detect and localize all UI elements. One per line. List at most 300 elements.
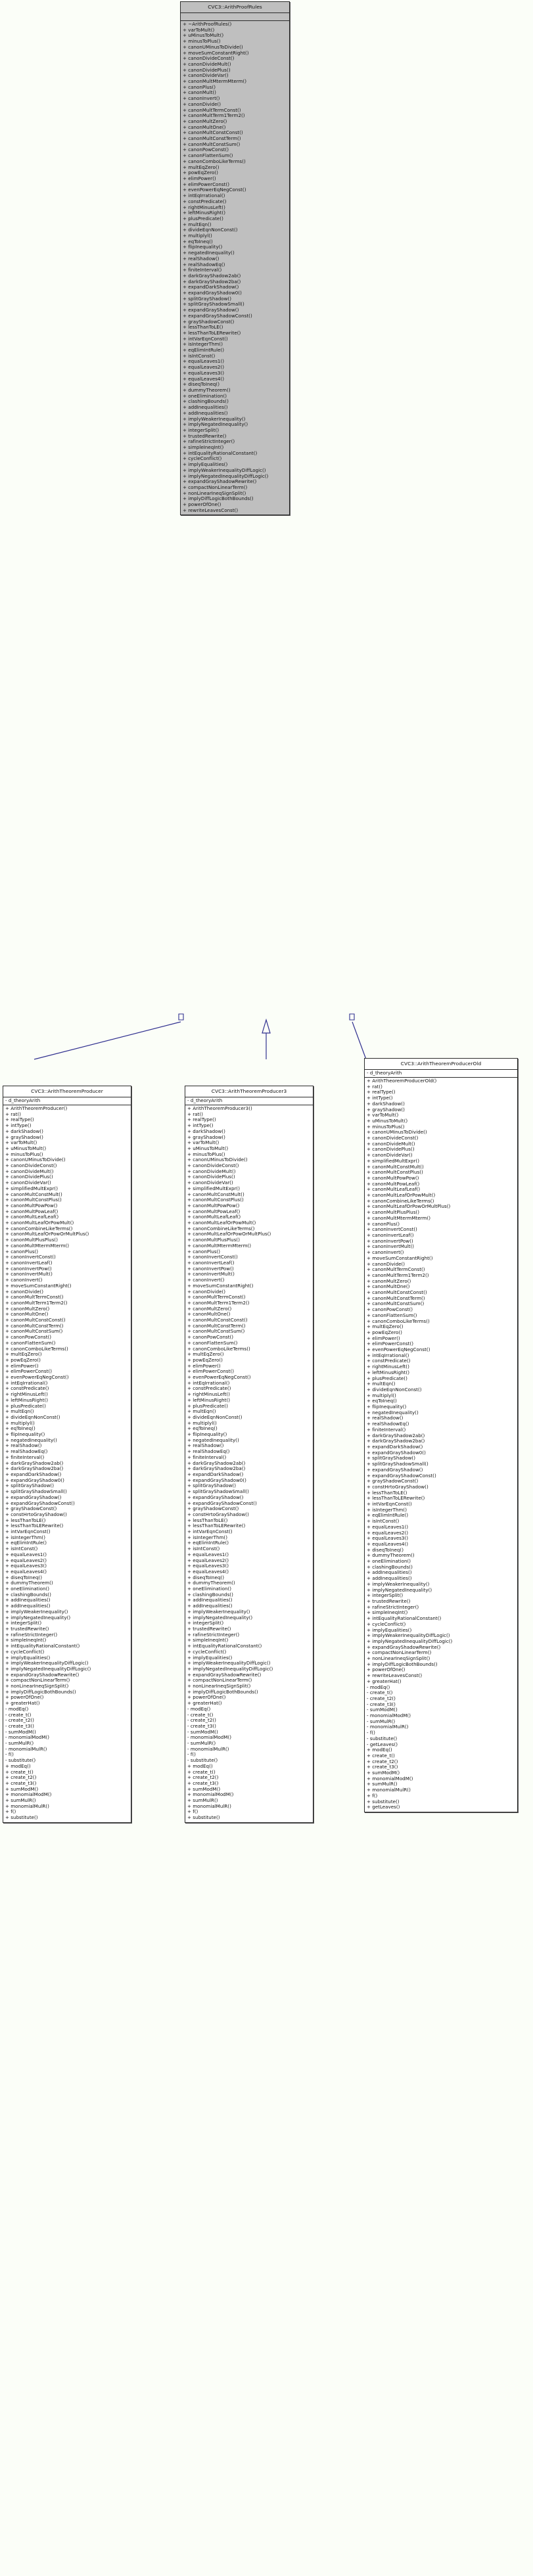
class-member: + evenPowerEqNegConst() [5, 1375, 69, 1381]
class-member: + canonMultConstTerm() [183, 136, 241, 142]
class-member: - modEq() [187, 1706, 211, 1712]
class-member: + canonMultZero() [5, 1306, 50, 1312]
class-member: + canonDivideVar() [5, 1180, 51, 1186]
class-member: + lessThanToLE() [5, 1517, 46, 1523]
class-member: + implyWeakerInequalityDiffLogic() [5, 1661, 89, 1667]
class-member: + canonDivideMult() [367, 1141, 415, 1147]
class-member: + elimPowerConst() [5, 1369, 53, 1375]
class-member: + powEqZero() [183, 170, 218, 176]
class-member: - monomialMulR() [5, 1746, 47, 1752]
class-member: + divideEqnNonConst() [367, 1387, 422, 1392]
class-member: + multiplyl() [187, 1420, 217, 1426]
class-member: + canonDividePlus() [367, 1147, 415, 1153]
class-member: + splitGrayShadow() [367, 1456, 415, 1461]
class-member: + varToMult() [183, 27, 215, 33]
class-member: + darkGrayShadow2ba() [367, 1438, 425, 1444]
class-member: + lessThanToLERewrite() [367, 1496, 425, 1502]
class-member: + isIntegerThm() [367, 1507, 407, 1513]
class-member: + canonMultOne() [5, 1312, 49, 1318]
class-member: + oneElimination() [5, 1586, 50, 1592]
class-member: - sumModM() [367, 1707, 398, 1713]
class-member: + canonFlattenSum() [183, 153, 233, 159]
class-member: + dummyTheorem() [187, 1580, 235, 1586]
class-member: + canonDivideMult() [187, 1168, 236, 1174]
class-member: + integerSplit() [5, 1621, 42, 1626]
class-member: + canonInvertLeaf() [367, 1232, 414, 1238]
class-member: + monomialModM() [187, 1792, 234, 1798]
class-member: + canonMultConstMult() [187, 1191, 244, 1197]
class-member: + intVarEqnConst() [367, 1502, 412, 1507]
class-member: - d_theoryArith [5, 1098, 41, 1103]
class-member: + elimPowerConst() [187, 1369, 235, 1375]
class-member: + canonMultConstPlus() [5, 1197, 62, 1203]
class-member: + diseqToIneq() [187, 1575, 224, 1580]
class-member: + canonInvertConst() [5, 1254, 56, 1260]
class-member: + implyNegatedInequality() [367, 1587, 432, 1593]
class-member: + expandGrayShadowRewrite() [183, 479, 257, 485]
class-member: + canonMultZero() [367, 1278, 411, 1284]
class-member: - f() [187, 1752, 196, 1758]
class-member: + canonDividePlus() [183, 67, 231, 73]
class-member: + cycleConflict() [187, 1649, 227, 1655]
class-member: + canonMultConstConst() [5, 1318, 66, 1323]
class-member: + intType() [187, 1123, 214, 1129]
class-member: + plusPredicate() [367, 1375, 407, 1381]
class-member: + canonInvert() [183, 96, 220, 102]
class-member: + uMinusToMult() [187, 1145, 229, 1151]
class-member: + nonLinearIneqSignSplit() [187, 1684, 251, 1690]
class-member: + canonInvertPow() [5, 1266, 52, 1272]
class-box-derived-0[interactable] [3, 1086, 131, 1823]
class-member: + implyNegatedInequalityDiffLogic() [367, 1638, 453, 1644]
class-member: + expandDarkShadow() [367, 1444, 423, 1450]
class-member: + intVarEqnConst() [183, 336, 228, 342]
class-member: + expandGrayShadowRewrite() [367, 1644, 441, 1650]
class-member: - getLeaves() [367, 1741, 398, 1747]
class-member: + splitGrayShadow() [183, 296, 231, 302]
class-member: + powEqZero() [367, 1329, 402, 1335]
class-member: - sumModM() [187, 1729, 218, 1735]
class-member: + canonMultOne() [367, 1284, 410, 1290]
class-member: + canonCombineLikeTerms() [367, 1198, 434, 1204]
class-member: + clashingBounds() [187, 1592, 233, 1598]
class-member: + canonFlattenSum() [367, 1312, 417, 1318]
class-member: + rat() [187, 1111, 203, 1117]
class-member: + cycleConflict() [183, 456, 222, 462]
class-member: + flipInequality() [187, 1432, 227, 1438]
class-member: + implyNegatedInequality() [187, 1615, 253, 1621]
class-member: + grayShadowConst() [187, 1506, 239, 1512]
class-member: + canonComboLikeTerms() [183, 158, 246, 164]
class-member: - f() [367, 1730, 375, 1736]
class-member: + rafineStrictInteger() [187, 1632, 240, 1638]
class-member: + lessThanToLERewrite() [187, 1523, 246, 1529]
class-member: + leftMinusRight() [183, 210, 226, 216]
class-member: - create_t2() [187, 1718, 216, 1724]
class-member: + trustedRewrite() [367, 1598, 411, 1604]
class-member: + eqElimIntRule() [183, 348, 225, 354]
class-member: + intEqIrrational() [367, 1352, 409, 1358]
class-member: + canonMultPowPow() [5, 1203, 58, 1208]
class-member: + canonInvertPow() [367, 1238, 413, 1244]
class-member: + canonInvertLeaf() [5, 1260, 53, 1266]
class-title: CVC3::ArithTheoremProducer [3, 1086, 131, 1097]
class-member: + expandGrayShadow0() [187, 1477, 246, 1483]
class-member: + expandGrayShadow0() [183, 290, 242, 296]
class-member: + create_t3() [5, 1780, 37, 1786]
class-member: + moveSumConstantRight() [187, 1283, 254, 1289]
class-member: + intEqIrrational() [5, 1380, 48, 1386]
class-member: + canonFlattenSum() [187, 1340, 238, 1346]
class-member: + canonDivideVar() [183, 73, 229, 79]
class-member: + implyWeakerInequality() [5, 1609, 68, 1615]
class-member: + eqElimIntRule() [187, 1540, 229, 1546]
class-member: + intEqualityRationalConstant() [5, 1644, 80, 1649]
class-member: + canonDivideConst() [5, 1163, 57, 1169]
class-member: + oneElimination() [183, 393, 227, 399]
class-member: + oneElimination() [367, 1559, 411, 1565]
class-member: + canonMultConstMult() [5, 1191, 62, 1197]
class-member: + expandGrayShadow() [187, 1494, 244, 1500]
class-member: + equalLeaves2() [187, 1557, 229, 1563]
class-member: + canonMultOne() [183, 124, 226, 130]
class-member: - sumMulR() [367, 1718, 396, 1724]
class-member: + canonUMinusToDivide() [5, 1157, 66, 1163]
class-operations [3, 1105, 131, 1822]
class-member: + canonMultConstTerm() [5, 1323, 64, 1329]
class-member: + grayShadow() [367, 1107, 405, 1113]
class-member: + canonMultConstConst() [187, 1318, 248, 1323]
class-member: + canonComboLikeTerms() [367, 1318, 430, 1324]
class-member: + constPredicate() [187, 1386, 231, 1392]
class-member: + ~ArithProofRules() [183, 22, 232, 27]
class-member: + implyEqualities() [183, 462, 228, 468]
class-member: + compactNonLinearTerm() [183, 484, 248, 490]
class-member: + equalLeaves3() [187, 1563, 229, 1569]
class-attributes [185, 1097, 313, 1105]
class-member: + canonMultPlusPlus() [367, 1210, 419, 1216]
class-member: + expandGrayShadowConst() [183, 313, 252, 319]
class-member: + moveSumConstantRight() [5, 1283, 72, 1289]
class-member: - f() [5, 1752, 14, 1758]
class-operations [181, 21, 289, 515]
class-member: + realShadow() [5, 1443, 42, 1449]
class-member: + f() [367, 1793, 378, 1799]
class-member: + canonPowConst() [367, 1307, 413, 1313]
class-member: + minusToPlus() [367, 1124, 405, 1130]
class-member: + implyWeakerInequality() [183, 416, 246, 422]
class-member: + darkGrayShadow2ab() [187, 1460, 246, 1466]
class-member: + powerOfOne() [5, 1695, 44, 1701]
class-member: + implyWeakerInequalityDiffLogic() [183, 467, 266, 473]
class-member: + canonInvertMult() [367, 1244, 414, 1250]
class-member: + equalLeaves4() [5, 1569, 47, 1575]
class-member: + uMinusToMult() [183, 33, 224, 39]
class-member: + dummyTheorem() [5, 1580, 53, 1586]
class-box-derived-1[interactable] [185, 1086, 313, 1823]
class-member: + grayShadowConst() [183, 319, 235, 325]
class-member: + negatedInequality() [183, 250, 235, 256]
class-member: + implyNegatedInequalityDiffLogic() [5, 1666, 91, 1672]
class-member: + simplifiedMultExpr() [367, 1158, 419, 1164]
class-member: + equalLeaves2() [183, 365, 225, 371]
class-member: + monomialMulR() [5, 1803, 49, 1809]
class-member: + addInequalities() [187, 1603, 233, 1609]
class-member: + splitGrayShadowSmall() [5, 1489, 67, 1495]
class-member: + grayShadowConst() [367, 1479, 419, 1484]
class-member: + canonDivide() [5, 1289, 44, 1295]
class-member: + multiplyl() [183, 233, 212, 239]
class-member: + lessThanToLERewrite() [183, 330, 241, 336]
class-member: + create_t2() [367, 1759, 398, 1764]
class-member: + diseqToIneq() [367, 1547, 404, 1553]
class-member: - monomialModM() [5, 1735, 50, 1741]
class-member: + canonDivideConst() [183, 56, 235, 62]
class-member: + canonMultConstMult() [367, 1164, 424, 1170]
class-member: + plusPredicate() [187, 1403, 228, 1409]
class-member: + trustedRewrite() [183, 433, 227, 439]
class-member: + monomialMulR() [187, 1803, 231, 1809]
class-member: + nonLinearIneqSignSplit() [183, 490, 246, 496]
class-member: + multEqn() [187, 1409, 216, 1415]
class-member: + rightMinusLeft() [187, 1392, 230, 1398]
class-member: - sumModM() [5, 1729, 36, 1735]
class-member: + canonMultConstSum() [367, 1301, 425, 1307]
class-member: + rewriteLeavesConst() [367, 1673, 423, 1679]
class-member: + constPredicate() [367, 1358, 411, 1364]
class-member: + canonUMinusToDivide() [367, 1130, 427, 1136]
class-member: + constPredicate() [183, 198, 227, 204]
class-member: + canonPlus() [367, 1221, 400, 1227]
class-member: + multEqZero() [187, 1352, 224, 1358]
class-member: + integerSplit() [367, 1593, 404, 1599]
class-member: + rightMinusLeft() [367, 1364, 409, 1370]
class-member: + canonMultPowPow() [367, 1175, 419, 1181]
class-member: + evenPowerEqNegConst() [183, 187, 246, 193]
class-member: + darkGrayShadow2ba() [187, 1466, 246, 1472]
class-member: + addInequalities() [5, 1598, 51, 1603]
class-member: + implyEqualities() [187, 1655, 233, 1661]
class-member: + expandDarkShadow() [5, 1472, 62, 1477]
class-member: + rafineStrictInteger() [367, 1604, 419, 1610]
class-member: + eqToIneq() [183, 239, 213, 244]
class-member: + expandGrayShadowRewrite() [187, 1672, 262, 1678]
class-member: + eqToIneq() [367, 1398, 397, 1404]
class-member: + canonDividePlus() [5, 1174, 53, 1180]
class-attributes [3, 1097, 131, 1105]
class-member: + negatedInequality() [187, 1437, 239, 1443]
class-member: - create_t3() [5, 1723, 34, 1729]
class-member: + equalLeaves3() [5, 1563, 47, 1569]
class-member: + elimPower() [367, 1335, 400, 1341]
class-member: + constHrtoGrayShadow() [187, 1511, 249, 1517]
class-member: + canonPlus() [5, 1249, 39, 1254]
class-member: + canonInvertPow() [187, 1266, 234, 1272]
class-member: + create_t3() [187, 1780, 219, 1786]
class-member: + canonPowConst() [5, 1335, 52, 1341]
class-member: + varToMult() [5, 1140, 37, 1146]
class-member: + canonMult() [183, 90, 216, 96]
class-member: + powEqZero() [5, 1357, 41, 1363]
class-member: + simplifiedMultExpr() [187, 1185, 240, 1191]
class-member: + f() [5, 1809, 16, 1815]
class-member: + dummyTheorem() [367, 1553, 415, 1559]
class-member: + canonPowConst() [187, 1335, 234, 1341]
class-member: + expandGrayShadow0() [5, 1477, 64, 1483]
class-member: + compactNonLinearTerm() [187, 1678, 252, 1684]
class-member: + negatedInequality() [367, 1410, 419, 1415]
class-member: + monomialMulR() [367, 1787, 411, 1793]
class-member: + expandGrayShadow() [5, 1494, 62, 1500]
class-member: + canonPowConst() [183, 147, 229, 153]
class-member: + equalLeaves3() [183, 370, 225, 376]
class-member: + implyEqualities() [5, 1655, 51, 1661]
class-member: + evenPowerEqNegConst() [367, 1347, 430, 1353]
class-member: + simpleIneqInt() [5, 1638, 47, 1644]
class-member: + nonLinearIneqSignSplit() [367, 1656, 430, 1662]
class-member: + canonMultTermConst() [5, 1295, 64, 1300]
class-member: + canonMultLeafOrPowMult() [187, 1220, 256, 1226]
class-member: + powerOfOne() [183, 502, 221, 508]
class-member: + canonCombineLikeTerms() [187, 1226, 255, 1231]
class-member: + equalLeaves2() [5, 1557, 47, 1563]
class-member: + canonInvert() [187, 1277, 225, 1283]
class-member: + equalLeaves1() [5, 1552, 47, 1557]
class-member: + create_t2() [5, 1775, 37, 1781]
class-member: + canonInvertConst() [367, 1227, 417, 1233]
class-member: + canonDivideConst() [187, 1163, 239, 1169]
class-member: + darkShadow() [187, 1128, 225, 1134]
class-member: + canonDivideMult() [5, 1168, 54, 1174]
class-member: + finiteInterval() [187, 1454, 227, 1460]
class-member: + modEq() [5, 1763, 31, 1769]
class-member: + darkGrayShadow2ab() [5, 1460, 64, 1466]
class-member: + canonPlus() [187, 1249, 221, 1254]
class-member: + canonMultMtermMterm() [5, 1243, 70, 1249]
class-member: - create_t() [5, 1712, 32, 1718]
class-member: + canonPlus() [183, 84, 216, 90]
class-member: + equalLeaves1() [367, 1524, 409, 1530]
class-title: CVC3::ArithTheoremProducerOld [365, 1059, 517, 1070]
class-member: + implyDiffLogicBothBounds() [183, 496, 254, 502]
class-member: + expandGrayShadowConst() [367, 1473, 436, 1479]
class-member: + rightMinusLeft() [183, 204, 225, 210]
class-member: + grayShadow() [5, 1134, 43, 1140]
class-member: + expandGrayShadow() [183, 308, 239, 313]
class-member: + canonInvertMult() [5, 1272, 53, 1277]
class-member: + canonMultLeafOrPowOrMultPlus() [367, 1204, 451, 1210]
class-member: + canonMultMtermMterm() [367, 1215, 431, 1221]
class-member: + canonDivideMult() [183, 61, 231, 67]
class-member: + create_t3() [367, 1764, 398, 1770]
class-member: + canonMultConstConst() [183, 130, 243, 136]
class-member: - create_t3() [367, 1701, 396, 1707]
class-member: + rat() [367, 1084, 382, 1090]
class-member: + addInequalities() [183, 405, 228, 411]
class-member: + eqElimIntRule() [5, 1540, 47, 1546]
class-member: + isIntegerThm() [183, 342, 223, 348]
class-member: + expandGrayShadowRewrite() [5, 1672, 80, 1678]
class-member: + isIntConst() [183, 353, 216, 359]
class-member: + implyDiffLogicBothBounds() [5, 1689, 76, 1695]
class-member: + equalLeaves3() [367, 1536, 409, 1542]
class-member: + canonMultPowLeaf() [187, 1208, 241, 1214]
class-member: + canonUMinusToDivide() [183, 44, 243, 50]
class-member: + canonMultLeafOrPowOrMultPlus() [5, 1231, 89, 1237]
class-member: - create_t2() [367, 1695, 396, 1701]
class-member: + lessThanToLE() [367, 1490, 407, 1496]
class-member: + intType() [5, 1123, 32, 1129]
class-member: + canonDivide() [183, 101, 221, 107]
class-member: + realType() [367, 1090, 396, 1095]
class-member: + canonMultTermConst() [367, 1267, 425, 1273]
class-member: + powerOfOne() [187, 1695, 226, 1701]
class-member: + expandGrayShadow() [367, 1467, 423, 1473]
class-member: + plusPredicate() [183, 216, 223, 221]
class-member: + dummyTheorem() [183, 388, 231, 393]
class-member: + canonInvert() [5, 1277, 43, 1283]
class-member: + canonDivideVar() [367, 1153, 413, 1159]
class-member: + create_t() [367, 1753, 395, 1759]
class-member: + intEqualityRationalConstant() [187, 1644, 262, 1649]
class-member: + lessThanToLERewrite() [5, 1523, 64, 1529]
class-member: - monomialMulR() [367, 1724, 409, 1730]
class-member: + constHrtoGrayShadow() [5, 1511, 67, 1517]
class-member: + implyWeakerInequalityDiffLogic() [187, 1661, 271, 1667]
class-member: + darkGrayShadow2ba() [183, 279, 241, 285]
class-member: + canonDivide() [187, 1289, 226, 1295]
class-member: + implyNegatedInequality() [5, 1615, 71, 1621]
class-member: + addInequalities() [5, 1603, 51, 1609]
class-member: + canonCombineLikeTerms() [5, 1226, 73, 1231]
class-member: + trustedRewrite() [5, 1626, 49, 1632]
class-member: + multEqn() [5, 1409, 34, 1415]
class-member: + realShadow() [187, 1443, 224, 1449]
class-member: - create_t2() [5, 1718, 34, 1724]
class-member: + substitute() [367, 1799, 400, 1805]
class-member: + powerOfOne() [367, 1667, 406, 1673]
class-member: + canonMultTerm1Term2() [187, 1300, 250, 1306]
class-member: + varToMult() [187, 1140, 220, 1146]
class-member: + canonInvertMult() [187, 1272, 235, 1277]
class-member: + realShadow() [367, 1415, 404, 1421]
class-box-derived-2[interactable] [364, 1058, 518, 1812]
class-member: + modEq() [367, 1747, 392, 1753]
class-box-base[interactable] [180, 1, 290, 515]
class-member: + expandDarkShadow() [183, 285, 239, 290]
class-member: + canonMultTermConst() [183, 107, 241, 113]
class-member: + intType() [367, 1095, 393, 1101]
class-member: + finiteInterval() [5, 1454, 45, 1460]
class-member: + canonDivide() [367, 1261, 406, 1267]
class-member: - substitute() [5, 1758, 36, 1764]
class-member: + equalLeaves4() [367, 1541, 409, 1547]
class-title: CVC3::ArithTheoremProducer3 [185, 1086, 313, 1097]
class-member: + isIntegerThm() [187, 1534, 227, 1540]
class-member: + canonMultLeafLeaf() [5, 1214, 59, 1220]
class-member: + equalLeaves4() [183, 376, 225, 382]
class-member: + addInequalities() [367, 1570, 412, 1576]
class-member: + implyNegatedInequality() [183, 422, 248, 428]
class-member: + simpleIneqInt() [187, 1638, 229, 1644]
class-member: + implyWeakerInequality() [187, 1609, 250, 1615]
class-member: - substitute() [367, 1736, 398, 1741]
class-member: + equalLeaves4() [187, 1569, 229, 1575]
class-member: + negatedInequality() [5, 1437, 57, 1443]
class-member: + equalLeaves1() [187, 1552, 229, 1557]
class-member: + isIntegerThm() [5, 1534, 45, 1540]
class-member: + darkGrayShadow2ba() [5, 1466, 64, 1472]
